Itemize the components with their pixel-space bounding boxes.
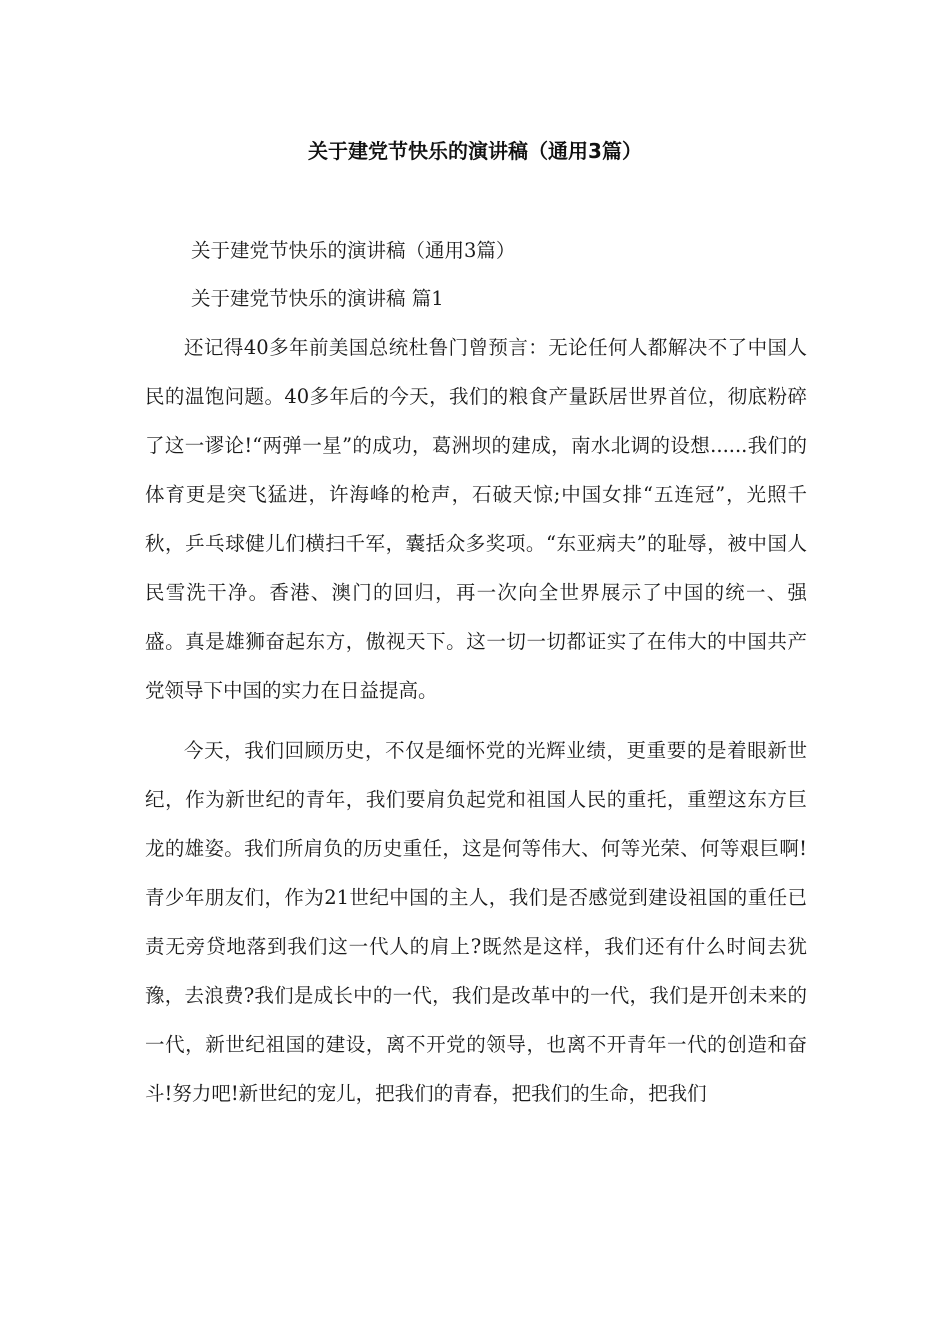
body-paragraph-1: 还记得40多年前美国总统杜鲁门曾预言：无论任何人都解决不了中国人民的温饱问题。40多年后的今天，我们的粮食产量跃居世界首位，彻底粉碎了这一谬论!“两弹一星”的成功，葛洲坝的建成，南水北调的设想......我们的体育更是突飞猛进，许海峰的枪声，石破天惊;中国女排“五连冠”，光照千秋，乒乓球健儿们横扫千军，囊括众多奖项。“东亚病夫”的耻辱，被中国人民雪洗干净。香港、澳门的回归，再一次向全世界展示了中国的统一、强盛。真是雄狮奋起东方，傲视天下。这一切一切都证实了在伟大的中国共产党领导下中国的实力在日益提高。 [145,336,807,702]
document-subtitle: 关于建党节快乐的演讲稿（通用3篇） [191,239,516,262]
document-title: 关于建党节快乐的演讲稿（通用3篇） [308,139,642,163]
body-paragraph-2: 今天，我们回顾历史，不仅是缅怀党的光辉业绩，更重要的是着眼新世纪，作为新世纪的青年，我们要肩负起党和祖国人民的重托，重塑这东方巨龙的雄姿。我们所肩负的历史重任，这是何等伟大、何等光荣、何等艰巨啊!青少年朋友们，作为21世纪中国的主人，我们是否感觉到建设祖国的重任已责无旁贷地落到我们这一代人的肩上?既然是这样，我们还有什么时间去犹豫，去浪费?我们是成长中的一代，我们是改革中的一代，我们是开创未来的一代，新世纪祖国的建设，离不开党的领导，也离不开青年一代的创造和奋斗!努力吧!新世纪的宠儿，把我们的青春，把我们的生命，把我们 [145,739,807,1105]
document-body [145,233,807,1118]
section-heading: 关于建党节快乐的演讲稿 篇1 [191,287,444,310]
